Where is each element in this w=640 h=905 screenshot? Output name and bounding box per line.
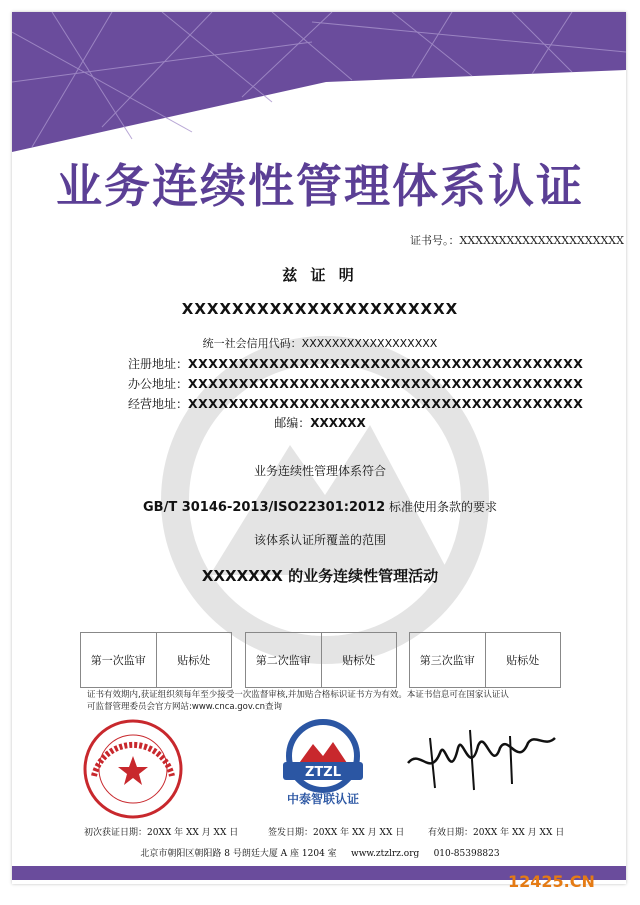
office-address: [128, 375, 583, 392]
registered-value: XXXXXXXXXXXXXXXXXXXXXXXXXXXXXXXXXXXXXXX: [188, 356, 584, 371]
sticker-area: 贴标处: [506, 654, 540, 667]
audit-label: 第一次监审: [81, 633, 157, 687]
first-issue-date: [84, 825, 238, 838]
footer-website: www.ztzlrz.org: [350, 849, 420, 859]
credit-code: [0, 335, 640, 351]
purple-banner: [12, 12, 626, 152]
footer-address: 北京市朝阳区朝阳路 8 号朗廷大厦 A 座 1204 室: [140, 849, 337, 859]
issue-date-value: 20XX 年 XX 月 XX 日: [313, 828, 405, 838]
cert-no-label: 证书号。：: [410, 234, 460, 247]
note-line-2: 可监督管理委员会官方网站:www.cnca.gov.cn查询: [87, 702, 283, 712]
company-name: XXXXXXXXXXXXXXXXXXXXXX: [181, 300, 459, 318]
valid-date-label: 有效日期：: [428, 828, 474, 838]
signature: [400, 718, 560, 798]
credit-code-value: XXXXXXXXXXXXXXXXXX: [301, 337, 438, 350]
business-label: 经营地址：: [128, 397, 189, 411]
postal-value: XXXXXX: [310, 416, 366, 430]
postal-label: 邮编：: [274, 416, 311, 430]
postal-code: [0, 414, 640, 431]
standard-line: [0, 498, 640, 515]
valid-date: [428, 825, 564, 838]
footer-contact: [0, 846, 640, 859]
credit-code-label: 统一社会信用代码：: [202, 337, 302, 350]
issue-date-label: 签发日期：: [268, 828, 314, 838]
audit-label: 第二次监审: [246, 633, 322, 687]
attest-heading: 兹 证 明: [282, 266, 358, 284]
audit-box-3: [409, 632, 561, 688]
scope-label: 该体系认证所覆盖的范围: [253, 533, 386, 547]
logo-name: 中泰智联认证: [286, 792, 359, 806]
scope-text: XXXXXXX 的业务连续性管理活动: [201, 567, 439, 585]
sticker-area: 贴标处: [342, 654, 376, 667]
business-address: [128, 395, 583, 412]
issue-date: [268, 825, 404, 838]
registered-address: [128, 355, 583, 372]
footer-phone: 010-85398823: [433, 849, 500, 859]
standard-suffix: 标准使用条款的要求: [388, 500, 497, 514]
logo-abbr: ZTZL: [304, 765, 342, 780]
cert-no-value: XXXXXXXXXXXXXXXXXXXXX: [459, 234, 624, 247]
audit-box-2: [245, 632, 397, 688]
sticker-area: 贴标处: [177, 654, 211, 667]
valid-date-value: 20XX 年 XX 月 XX 日: [473, 828, 565, 838]
note-line-1: 证书有效期内,获证组织须每年至少接受一次监督审核,并加贴合格标识证书方为有效。本证书信息可在国家认证认: [87, 690, 509, 700]
first-date-value: 20XX 年 XX 月 XX 日: [147, 828, 239, 838]
office-value: XXXXXXXXXXXXXXXXXXXXXXXXXXXXXXXXXXXXXXX: [188, 376, 584, 391]
conform-text: 业务连续性管理体系符合: [253, 464, 386, 478]
validity-note: [87, 689, 557, 713]
company-seal: [82, 718, 184, 820]
registered-label: 注册地址：: [128, 357, 189, 371]
audit-label: 第三次监审: [410, 633, 486, 687]
business-value: XXXXXXXXXXXXXXXXXXXXXXXXXXXXXXXXXXXXXXX: [188, 396, 584, 411]
site-watermark: 12425.CN: [508, 872, 595, 891]
audit-box-1: [80, 632, 232, 688]
first-date-label: 初次获证日期：: [84, 828, 148, 838]
standard-code: GB/T 30146-2013/ISO22301:2012: [143, 500, 386, 515]
certificate-number: [410, 232, 624, 248]
certificate-title: 业务连续性管理体系认证: [56, 159, 584, 213]
office-label: 办公地址：: [128, 377, 189, 391]
